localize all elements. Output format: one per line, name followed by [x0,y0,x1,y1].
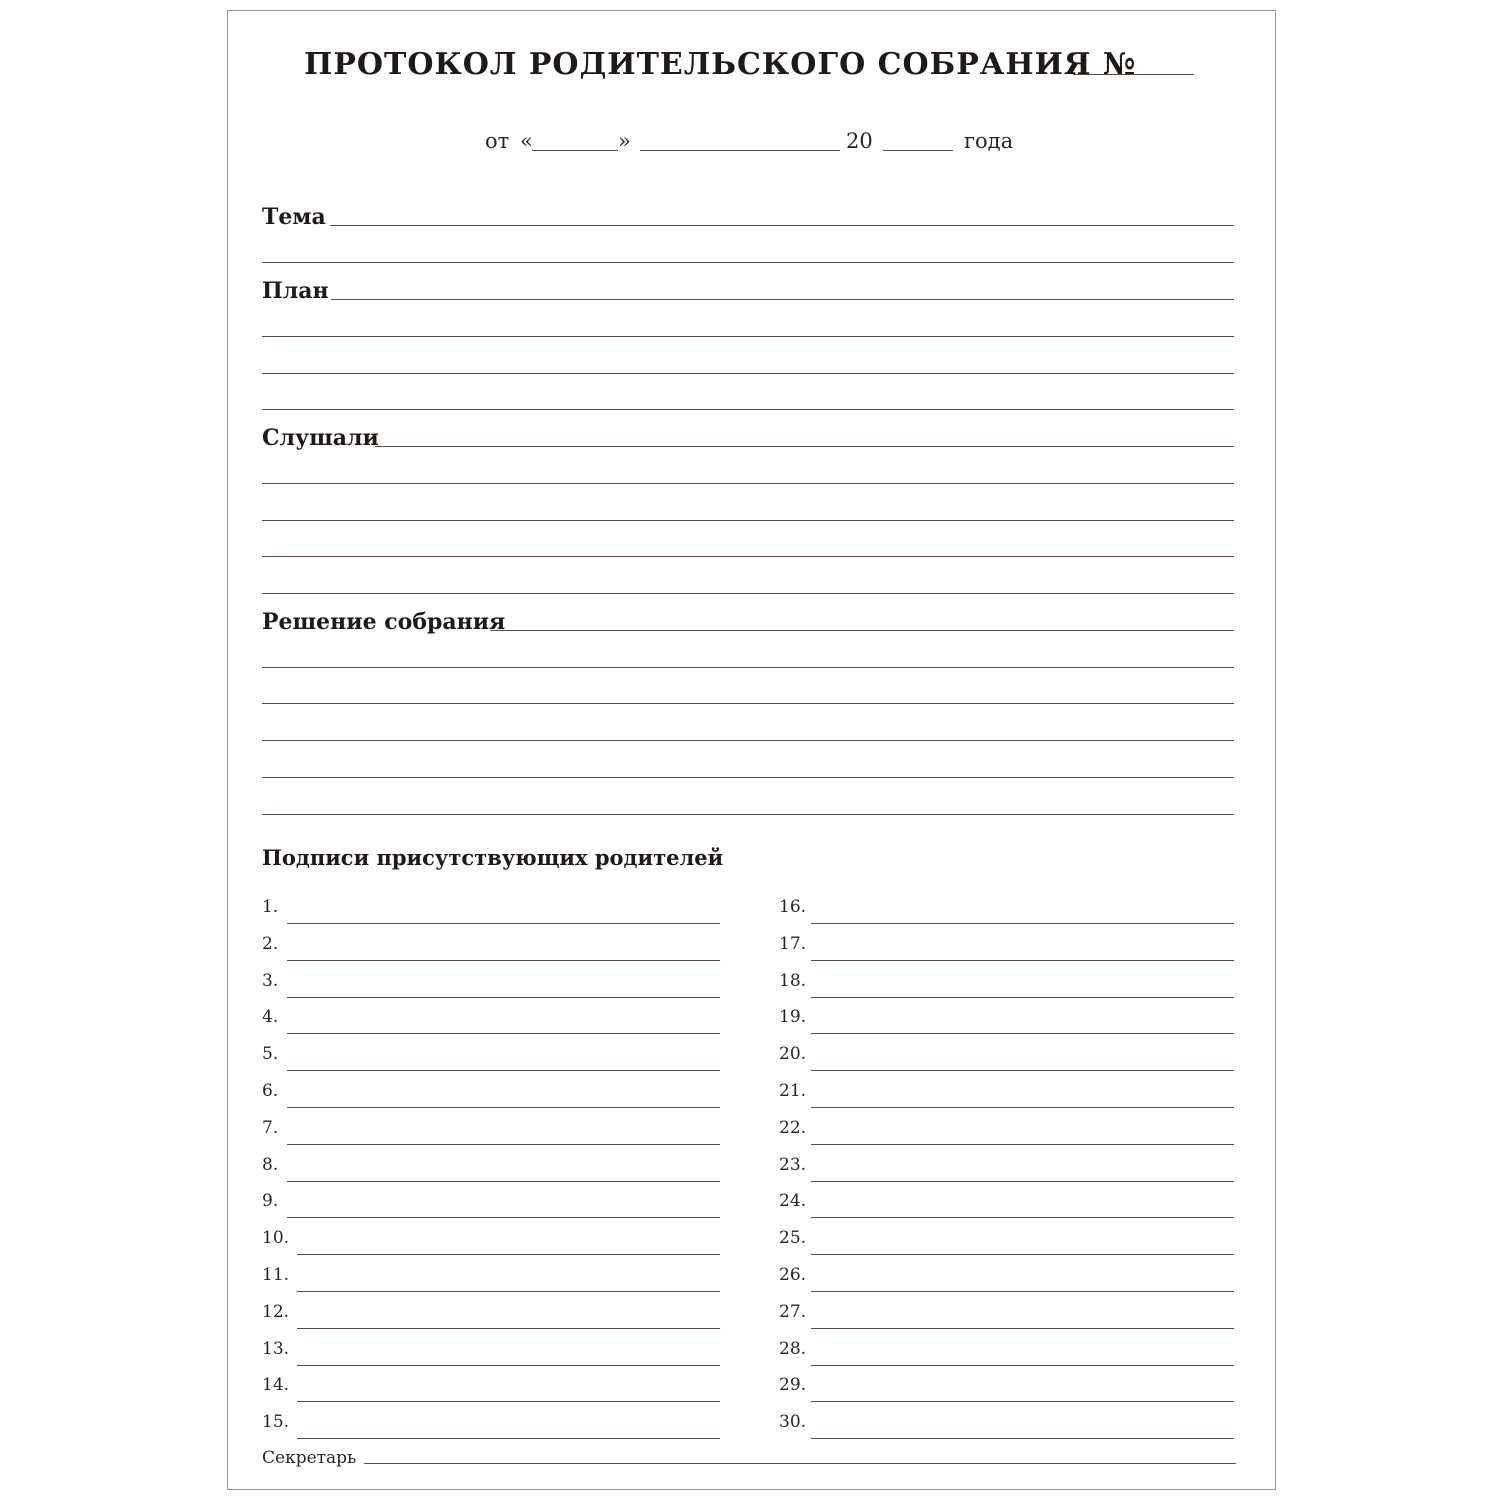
decision-line[interactable] [262,667,1234,668]
section-label-topic: Тема [262,204,326,230]
signature-line-right[interactable] [811,1144,1234,1145]
signature-number: 11. [262,1265,290,1285]
heard-line[interactable] [262,520,1234,521]
signature-line-right[interactable] [811,1217,1234,1218]
heard-line[interactable] [262,593,1234,594]
signature-line-right[interactable] [811,1070,1234,1071]
month-field[interactable] [640,150,840,151]
decision-line[interactable] [262,777,1234,778]
signature-number: 16. [779,897,807,917]
signature-number: 19. [779,1007,807,1028]
signature-line-left[interactable] [297,1365,720,1366]
decision-line[interactable] [262,703,1234,704]
signature-line-right[interactable] [811,1438,1234,1439]
signature-line-right[interactable] [811,1365,1234,1366]
signature-number: 7. [262,1117,279,1138]
date-close-quote: » [618,129,631,153]
signature-line-right[interactable] [811,1254,1234,1255]
signature-number: 27. [779,1301,807,1322]
protocol-number-field[interactable] [1073,74,1194,75]
signature-number: 18. [779,970,807,991]
decision-line[interactable] [262,814,1234,815]
signature-number: 12. [262,1301,290,1322]
signature-number: 26. [779,1265,807,1285]
plan-line[interactable] [262,336,1234,337]
date-century: 20 [846,129,873,153]
plan-line[interactable] [262,409,1234,410]
signature-number: 5. [262,1044,279,1065]
topic-field[interactable] [330,225,1234,226]
signature-line-left[interactable] [287,997,720,998]
signature-line-left[interactable] [287,1144,720,1145]
signature-line-right[interactable] [811,1401,1234,1402]
form-sheet [227,10,1276,1490]
section-label-decision: Решение собрания [262,609,506,635]
signature-number: 22. [779,1117,807,1138]
secretary-signature-field[interactable] [364,1463,1236,1464]
signature-line-left[interactable] [287,1033,720,1034]
signature-line-left[interactable] [287,1107,720,1108]
signature-number: 1. [262,897,279,917]
signature-number: 4. [262,1007,279,1028]
topic-line[interactable] [262,262,1234,263]
signature-number: 24. [779,1191,807,1212]
heard-line[interactable] [262,483,1234,484]
signature-number: 6. [262,1081,279,1101]
signature-number: 8. [262,1154,279,1175]
signature-line-left[interactable] [287,923,720,924]
signature-number: 25. [779,1228,807,1249]
day-field[interactable] [532,150,618,151]
signature-line-left[interactable] [297,1328,720,1329]
signature-number: 2. [262,933,279,954]
date-suffix: года [964,129,1014,153]
signature-line-right[interactable] [811,1291,1234,1292]
signature-line-left[interactable] [287,1181,720,1182]
signature-line-right[interactable] [811,960,1234,961]
signature-number: 21. [779,1081,807,1101]
signature-line-left[interactable] [287,1217,720,1218]
decision-field[interactable] [490,630,1234,631]
signature-number: 20. [779,1044,807,1065]
secretary-label: Секретарь [262,1448,357,1468]
heard-field[interactable] [375,446,1234,447]
signature-line-left[interactable] [297,1401,720,1402]
signature-line-right[interactable] [811,1328,1234,1329]
section-label-plan: План [262,278,329,304]
signatures-title: Подписи присутствующих родителей [262,845,724,870]
signature-number: 29. [779,1375,807,1396]
signature-number: 28. [779,1338,807,1359]
signature-line-left[interactable] [297,1438,720,1439]
signature-number: 23. [779,1154,807,1175]
date-prefix: от [485,129,510,153]
signature-number: 30. [779,1412,807,1433]
signature-number: 9. [262,1191,279,1212]
signature-number: 15. [262,1412,290,1433]
decision-line[interactable] [262,740,1234,741]
signature-line-right[interactable] [811,1033,1234,1034]
signature-line-right[interactable] [811,923,1234,924]
heard-line[interactable] [262,556,1234,557]
form-title: ПРОТОКОЛ РОДИТЕЛЬСКОГО СОБРАНИЯ № [304,47,1137,82]
signature-line-left[interactable] [297,1254,720,1255]
signature-number: 14. [262,1375,290,1396]
signature-number: 17. [779,933,807,954]
section-label-heard: Слушали [262,425,379,451]
signature-line-right[interactable] [811,1107,1234,1108]
signature-number: 10. [262,1228,290,1249]
signature-line-left[interactable] [287,960,720,961]
date-open-quote: « [520,129,533,153]
signature-line-right[interactable] [811,997,1234,998]
signature-line-left[interactable] [287,1070,720,1071]
signature-number: 13. [262,1338,290,1359]
signature-line-left[interactable] [297,1291,720,1292]
signature-number: 3. [262,970,279,991]
plan-field[interactable] [331,299,1234,300]
year-field[interactable] [883,150,953,151]
signature-line-right[interactable] [811,1181,1234,1182]
plan-line[interactable] [262,373,1234,374]
